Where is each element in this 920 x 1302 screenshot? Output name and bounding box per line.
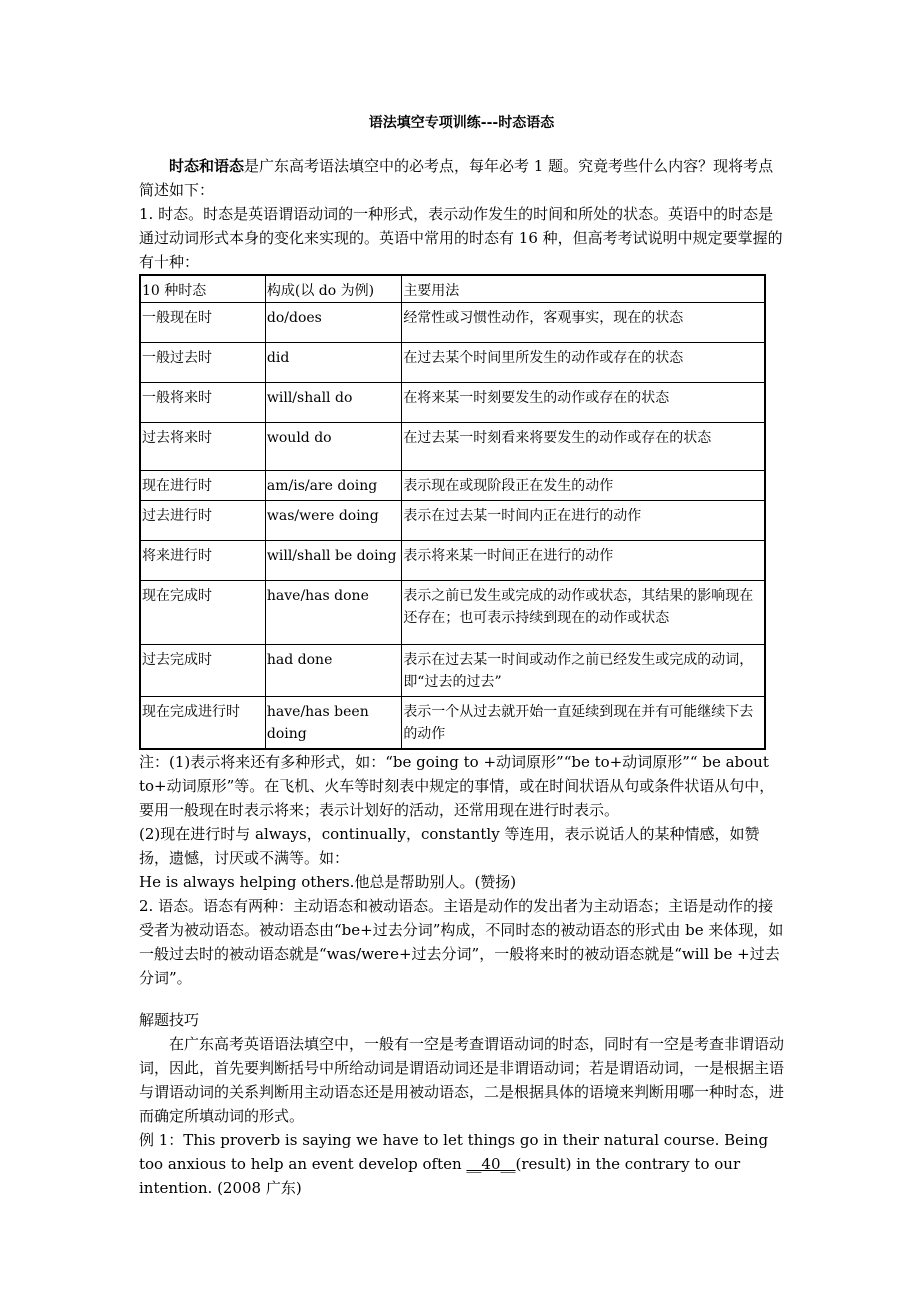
table-row bbox=[140, 343, 765, 383]
table-row bbox=[140, 501, 765, 541]
tips-heading: 解题技巧 bbox=[139, 1010, 200, 1029]
usage-cell: 表示一个从过去就开始一直延续到现在并有可能继续下去的动作 bbox=[402, 697, 765, 749]
tips-paragraph: 在广东高考英语语法填空中，一般有一空是考查谓语动词的时态，同时有一空是考查非谓语动词，因此，首先要判断括号中所给动词是谓语动词还是非谓语动词；若是谓语动词，一是根据主语与谓语动词的关系判断用主动语态还是用被动语态，二是根据具体的语境来判断用哪一种时态，进而确定所填动词的形式。 bbox=[139, 1034, 785, 1125]
table-header-cell: 10 种时态 bbox=[140, 275, 265, 303]
spacer bbox=[139, 990, 784, 1008]
table-header-cell: 主要用法 bbox=[402, 275, 765, 303]
usage-cell: 表示在过去某一时间或动作之前已经发生或完成的动词，即“过去的过去” bbox=[402, 645, 765, 697]
table-header-row bbox=[140, 275, 765, 303]
form-cell: was/were doing bbox=[265, 501, 401, 541]
form-cell: will/shall be doing bbox=[265, 541, 401, 581]
intro-text: 是广东高考语法填空中的必考点，每年必考 1 题。究竟考些什么内容？现将考点简述如下： bbox=[139, 157, 774, 199]
example1-paragraph bbox=[139, 1128, 784, 1200]
form-cell: have/has done bbox=[265, 581, 401, 645]
usage-cell: 在过去某个时间里所发生的动作或存在的状态 bbox=[402, 343, 765, 383]
usage-cell: 表示在过去某一时间内正在进行的动作 bbox=[402, 501, 765, 541]
tense-name-cell: 一般过去时 bbox=[140, 343, 265, 383]
example-sentence: He is always helping others.他总是帮助别人。(赞扬) bbox=[139, 872, 517, 891]
tense-table-body bbox=[140, 275, 765, 749]
usage-cell: 经常性或习惯性动作，客观事实，现在的状态 bbox=[402, 303, 765, 343]
tense-name-cell: 一般现在时 bbox=[140, 303, 265, 343]
intro-paragraph bbox=[139, 154, 784, 202]
page-title: 语法填空专项训练---时态语态 bbox=[368, 115, 555, 131]
usage-cell: 在过去某一时刻看来将要发生的动作或存在的状态 bbox=[402, 423, 765, 471]
note2-paragraph: (2)现在进行时与 always，continually，constantly 等连用，表示说话人的某种情感，如赞扬，遗憾，讨厌或不满等。如： bbox=[139, 824, 760, 867]
example1-prefix: 例 1：This proverb is saying we have to let things go in their natural course. Being too anxious to help an event develop often bbox=[139, 1130, 769, 1173]
tense-name-cell: 过去完成时 bbox=[140, 645, 265, 697]
table-row bbox=[140, 383, 765, 423]
usage-cell: 表示将来某一时间正在进行的动作 bbox=[402, 541, 765, 581]
note1-paragraph: 注：(1)表示将来还有多种形式，如：“be going to +动词原形”“be to+动词原形”“ be about to+动词原形”等。在飞机、火车等时刻表中规定的事情，或在时间状语从句或条件状语从句中，要用一般现在时表示将来；表示计划好的活动，还常用现在进行时表示。 bbox=[139, 752, 775, 819]
form-cell: have/has been doing bbox=[265, 697, 401, 749]
table-row bbox=[140, 423, 765, 471]
tense-name-cell: 过去将来时 bbox=[140, 423, 265, 471]
table-row bbox=[140, 697, 765, 749]
section1-paragraph: 1. 时态。时态是英语谓语动词的一种形式，表示动作发生的时间和所处的状态。英语中的时态是通过动词形式本身的变化来实现的。英语中常用的时态有 16 种，但高考考试说明中规定要掌握的有十种： bbox=[139, 205, 783, 271]
form-cell: had done bbox=[265, 645, 401, 697]
form-cell: do/does bbox=[265, 303, 401, 343]
form-cell: am/is/are doing bbox=[265, 471, 401, 501]
example1-suffix: (result) in the contrary to our intention. (2008 广东) bbox=[139, 1154, 741, 1197]
tense-name-cell: 一般将来时 bbox=[140, 383, 265, 423]
table-header-cell: 构成(以 do 为例) bbox=[265, 275, 401, 303]
table-row bbox=[140, 645, 765, 697]
form-cell: did bbox=[265, 343, 401, 383]
tense-table bbox=[139, 274, 766, 750]
tense-name-cell: 现在完成时 bbox=[140, 581, 265, 645]
table-row bbox=[140, 303, 765, 343]
example1-blank: __40__ bbox=[466, 1154, 516, 1173]
tense-name-cell: 将来进行时 bbox=[140, 541, 265, 581]
section2-paragraph: 2. 语态。语态有两种：主动语态和被动语态。主语是动作的发出者为主动语态；主语是动作的接受者为被动语态。被动语态由“be+过去分词”构成，不同时态的被动语态的形式由 be 来体现，如一般过去时的被动语态就是“was/were+过去分词”，一般将来时的被动语态就是“will be +过去分词”。 bbox=[139, 896, 784, 987]
usage-cell: 在将来某一时刻要发生的动作或存在的状态 bbox=[402, 383, 765, 423]
form-cell: would do bbox=[265, 423, 401, 471]
form-cell: will/shall do bbox=[265, 383, 401, 423]
usage-cell: 表示之前已发生或完成的动作或状态，其结果的影响现在还存在；也可表示持续到现在的动作或状态 bbox=[402, 581, 765, 645]
table-row bbox=[140, 581, 765, 645]
document-page bbox=[139, 112, 784, 1200]
tense-name-cell: 现在完成进行时 bbox=[140, 697, 265, 749]
table-row bbox=[140, 471, 765, 501]
tense-name-cell: 过去进行时 bbox=[140, 501, 265, 541]
intro-bold: 时态和语态 bbox=[169, 157, 245, 175]
tense-name-cell: 现在进行时 bbox=[140, 471, 265, 501]
table-row bbox=[140, 541, 765, 581]
usage-cell: 表示现在或现阶段正在发生的动作 bbox=[402, 471, 765, 501]
